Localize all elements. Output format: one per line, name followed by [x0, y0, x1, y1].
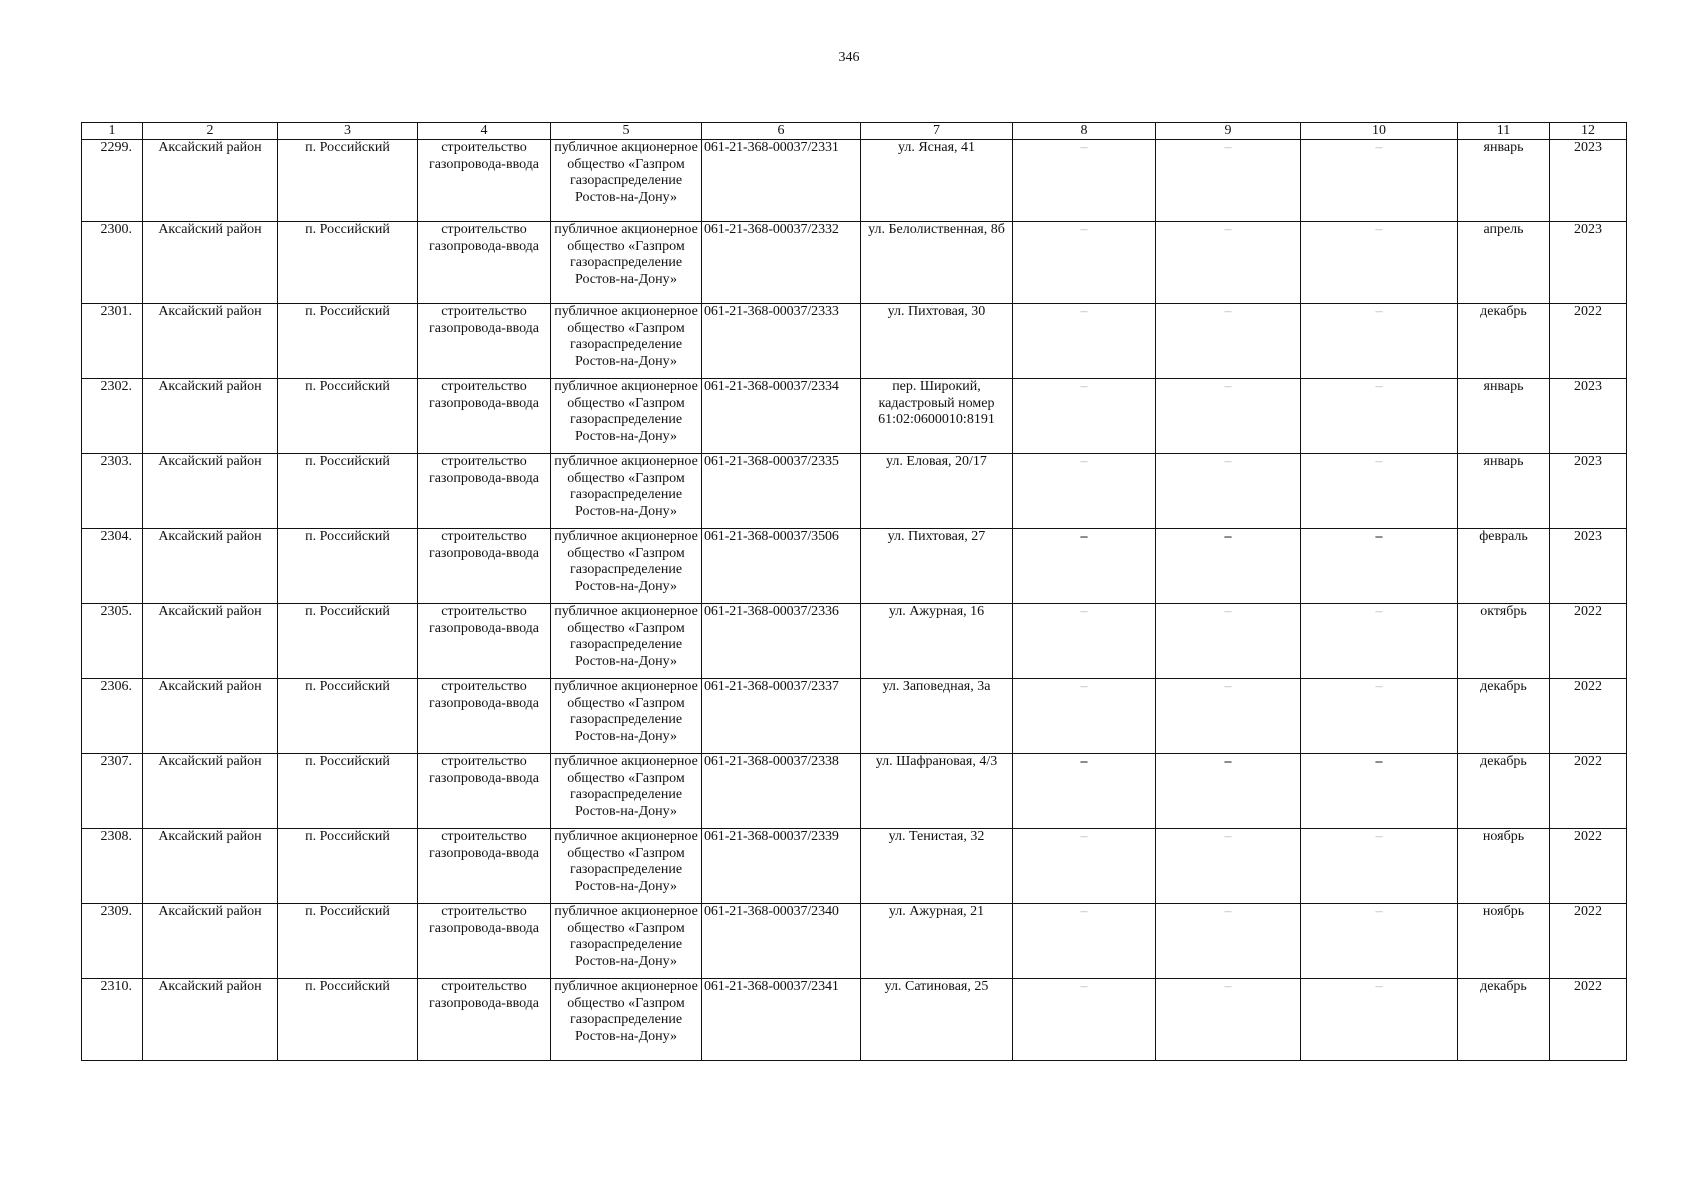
table-row [82, 604, 1627, 679]
registration-code-cell: 061-21-368-00037/2335 [702, 454, 861, 529]
work-type-cell: строительство газопровода-ввода [418, 222, 551, 304]
column-header: 4 [418, 123, 551, 140]
dash-mark: – [1224, 454, 1232, 469]
column-8-cell [1013, 829, 1156, 904]
column-10-cell [1301, 222, 1458, 304]
organization-cell: публичное акционерное общество «Газпром газораспределение Ростов-на-Дону» [551, 754, 702, 829]
dash-mark: – [1224, 754, 1232, 769]
address-cell: ул. Еловая, 20/17 [861, 454, 1013, 529]
column-header: 12 [1550, 123, 1627, 140]
column-9-cell [1156, 979, 1301, 1061]
registration-code-cell: 061-21-368-00037/2336 [702, 604, 861, 679]
district-cell: Аксайский район [143, 454, 278, 529]
work-type-cell: строительство газопровода-ввода [418, 904, 551, 979]
column-8-cell [1013, 140, 1156, 222]
settlement-cell: п. Российский [278, 222, 418, 304]
column-header: 9 [1156, 123, 1301, 140]
year-cell: 2023 [1550, 140, 1627, 222]
column-header: 10 [1301, 123, 1458, 140]
registration-code-cell: 061-21-368-00037/2337 [702, 679, 861, 754]
work-type-cell: строительство газопровода-ввода [418, 829, 551, 904]
column-8-cell [1013, 604, 1156, 679]
organization-cell: публичное акционерное общество «Газпром газораспределение Ростов-на-Дону» [551, 604, 702, 679]
settlement-cell: п. Российский [278, 679, 418, 754]
work-type-cell: строительство газопровода-ввода [418, 679, 551, 754]
settlement-cell: п. Российский [278, 904, 418, 979]
dash-mark: – [1080, 829, 1088, 844]
dash-mark: – [1375, 222, 1383, 237]
organization-cell: публичное акционерное общество «Газпром газораспределение Ростов-на-Дону» [551, 222, 702, 304]
settlement-cell: п. Российский [278, 379, 418, 454]
column-9-cell [1156, 529, 1301, 604]
column-8-cell [1013, 529, 1156, 604]
column-9-cell [1156, 754, 1301, 829]
month-cell: апрель [1458, 222, 1550, 304]
address-cell: ул. Белолиственная, 8б [861, 222, 1013, 304]
work-type-cell: строительство газопровода-ввода [418, 304, 551, 379]
organization-cell: публичное акционерное общество «Газпром газораспределение Ростов-на-Дону» [551, 979, 702, 1061]
page-number: 346 [838, 50, 860, 65]
year-cell: 2023 [1550, 454, 1627, 529]
dash-mark: – [1080, 140, 1088, 155]
year-cell: 2023 [1550, 529, 1627, 604]
dash-mark: – [1080, 979, 1088, 994]
work-type-cell: строительство газопровода-ввода [418, 604, 551, 679]
district-cell: Аксайский район [143, 529, 278, 604]
dash-mark: – [1224, 140, 1232, 155]
table-row [82, 904, 1627, 979]
organization-cell: публичное акционерное общество «Газпром газораспределение Ростов-на-Дону» [551, 454, 702, 529]
column-number-row [82, 123, 1627, 140]
registration-code-cell: 061-21-368-00037/2339 [702, 829, 861, 904]
column-10-cell [1301, 679, 1458, 754]
year-cell: 2022 [1550, 679, 1627, 754]
registration-code-cell: 061-21-368-00037/2333 [702, 304, 861, 379]
dash-mark: – [1224, 304, 1232, 319]
dash-mark: – [1224, 904, 1232, 919]
work-type-cell: строительство газопровода-ввода [418, 979, 551, 1061]
column-9-cell [1156, 454, 1301, 529]
address-cell: ул. Ясная, 41 [861, 140, 1013, 222]
column-10-cell [1301, 379, 1458, 454]
year-cell: 2022 [1550, 754, 1627, 829]
table-row [82, 679, 1627, 754]
work-type-cell: строительство газопровода-ввода [418, 454, 551, 529]
settlement-cell: п. Российский [278, 979, 418, 1061]
month-cell: январь [1458, 379, 1550, 454]
organization-cell: публичное акционерное общество «Газпром газораспределение Ростов-на-Дону» [551, 904, 702, 979]
column-10-cell [1301, 140, 1458, 222]
district-cell: Аксайский район [143, 604, 278, 679]
registration-code-cell: 061-21-368-00037/2331 [702, 140, 861, 222]
dash-mark: – [1080, 529, 1088, 544]
dash-mark: – [1224, 979, 1232, 994]
dash-mark: – [1080, 754, 1088, 769]
column-9-cell [1156, 304, 1301, 379]
table-row [82, 529, 1627, 604]
dash-mark: – [1375, 304, 1383, 319]
table-row [82, 379, 1627, 454]
column-8-cell [1013, 222, 1156, 304]
dash-mark: – [1375, 679, 1383, 694]
district-cell: Аксайский район [143, 222, 278, 304]
dash-mark: – [1375, 379, 1383, 394]
row-number-cell: 2309. [82, 904, 143, 979]
month-cell: январь [1458, 140, 1550, 222]
column-8-cell [1013, 379, 1156, 454]
dash-mark: – [1375, 754, 1383, 769]
district-cell: Аксайский район [143, 379, 278, 454]
dash-mark: – [1375, 604, 1383, 619]
year-cell: 2022 [1550, 904, 1627, 979]
district-cell: Аксайский район [143, 140, 278, 222]
dash-mark: – [1224, 679, 1232, 694]
column-9-cell [1156, 604, 1301, 679]
table-row [82, 754, 1627, 829]
column-9-cell [1156, 679, 1301, 754]
district-cell: Аксайский район [143, 754, 278, 829]
organization-cell: публичное акционерное общество «Газпром газораспределение Ростов-на-Дону» [551, 829, 702, 904]
settlement-cell: п. Российский [278, 454, 418, 529]
dash-mark: – [1375, 979, 1383, 994]
registration-code-cell: 061-21-368-00037/2332 [702, 222, 861, 304]
month-cell: октябрь [1458, 604, 1550, 679]
row-number-cell: 2302. [82, 379, 143, 454]
row-number-cell: 2299. [82, 140, 143, 222]
dash-mark: – [1224, 604, 1232, 619]
column-header: 5 [551, 123, 702, 140]
column-10-cell [1301, 604, 1458, 679]
column-8-cell [1013, 454, 1156, 529]
column-10-cell [1301, 904, 1458, 979]
settlement-cell: п. Российский [278, 140, 418, 222]
column-header: 8 [1013, 123, 1156, 140]
row-number-cell: 2310. [82, 979, 143, 1061]
year-cell: 2022 [1550, 304, 1627, 379]
address-cell: ул. Пихтовая, 30 [861, 304, 1013, 379]
column-9-cell [1156, 904, 1301, 979]
table-row [82, 222, 1627, 304]
dash-mark: – [1224, 222, 1232, 237]
dash-mark: – [1224, 529, 1232, 544]
column-8-cell [1013, 979, 1156, 1061]
column-9-cell [1156, 140, 1301, 222]
address-cell: ул. Шафрановая, 4/3 [861, 754, 1013, 829]
row-number-cell: 2305. [82, 604, 143, 679]
column-9-cell [1156, 222, 1301, 304]
organization-cell: публичное акционерное общество «Газпром газораспределение Ростов-на-Дону» [551, 379, 702, 454]
dash-mark: – [1080, 379, 1088, 394]
district-cell: Аксайский район [143, 904, 278, 979]
registration-code-cell: 061-21-368-00037/2334 [702, 379, 861, 454]
column-10-cell [1301, 529, 1458, 604]
column-header: 3 [278, 123, 418, 140]
month-cell: январь [1458, 454, 1550, 529]
column-10-cell [1301, 754, 1458, 829]
column-8-cell [1013, 304, 1156, 379]
settlement-cell: п. Российский [278, 529, 418, 604]
column-header: 1 [82, 123, 143, 140]
organization-cell: публичное акционерное общество «Газпром газораспределение Ростов-на-Дону» [551, 529, 702, 604]
dash-mark: – [1375, 140, 1383, 155]
district-cell: Аксайский район [143, 829, 278, 904]
register-table [81, 122, 1627, 1061]
month-cell: декабрь [1458, 679, 1550, 754]
year-cell: 2022 [1550, 829, 1627, 904]
dash-mark: – [1080, 304, 1088, 319]
dash-mark: – [1375, 904, 1383, 919]
address-cell: ул. Ажурная, 16 [861, 604, 1013, 679]
table-row [82, 829, 1627, 904]
work-type-cell: строительство газопровода-ввода [418, 379, 551, 454]
registration-code-cell: 061-21-368-00037/2338 [702, 754, 861, 829]
column-header: 2 [143, 123, 278, 140]
month-cell: февраль [1458, 529, 1550, 604]
settlement-cell: п. Российский [278, 754, 418, 829]
table-row [82, 979, 1627, 1061]
registration-code-cell: 061-21-368-00037/2341 [702, 979, 861, 1061]
month-cell: декабрь [1458, 304, 1550, 379]
column-8-cell [1013, 754, 1156, 829]
column-header: 7 [861, 123, 1013, 140]
column-header: 6 [702, 123, 861, 140]
row-number-cell: 2306. [82, 679, 143, 754]
column-9-cell [1156, 379, 1301, 454]
address-cell: ул. Сатиновая, 25 [861, 979, 1013, 1061]
dash-mark: – [1375, 829, 1383, 844]
column-10-cell [1301, 454, 1458, 529]
column-10-cell [1301, 979, 1458, 1061]
dash-mark: – [1080, 222, 1088, 237]
row-number-cell: 2308. [82, 829, 143, 904]
work-type-cell: строительство газопровода-ввода [418, 754, 551, 829]
row-number-cell: 2300. [82, 222, 143, 304]
organization-cell: публичное акционерное общество «Газпром газораспределение Ростов-на-Дону» [551, 304, 702, 379]
year-cell: 2023 [1550, 379, 1627, 454]
year-cell: 2022 [1550, 604, 1627, 679]
month-cell: декабрь [1458, 979, 1550, 1061]
table-row [82, 140, 1627, 222]
column-10-cell [1301, 304, 1458, 379]
month-cell: ноябрь [1458, 904, 1550, 979]
year-cell: 2022 [1550, 979, 1627, 1061]
organization-cell: публичное акционерное общество «Газпром газораспределение Ростов-на-Дону» [551, 140, 702, 222]
table-row [82, 304, 1627, 379]
settlement-cell: п. Российский [278, 304, 418, 379]
dash-mark: – [1080, 679, 1088, 694]
district-cell: Аксайский район [143, 679, 278, 754]
organization-cell: публичное акционерное общество «Газпром газораспределение Ростов-на-Дону» [551, 679, 702, 754]
table-row [82, 454, 1627, 529]
dash-mark: – [1080, 454, 1088, 469]
registration-code-cell: 061-21-368-00037/2340 [702, 904, 861, 979]
column-8-cell [1013, 679, 1156, 754]
row-number-cell: 2304. [82, 529, 143, 604]
address-cell: ул. Тенистая, 32 [861, 829, 1013, 904]
dash-mark: – [1224, 379, 1232, 394]
month-cell: декабрь [1458, 754, 1550, 829]
column-10-cell [1301, 829, 1458, 904]
address-cell: ул. Заповедная, 3а [861, 679, 1013, 754]
year-cell: 2023 [1550, 222, 1627, 304]
dash-mark: – [1080, 904, 1088, 919]
table-body [82, 140, 1627, 1061]
column-8-cell [1013, 904, 1156, 979]
dash-mark: – [1080, 604, 1088, 619]
column-header: 11 [1458, 123, 1550, 140]
column-9-cell [1156, 829, 1301, 904]
row-number-cell: 2303. [82, 454, 143, 529]
row-number-cell: 2307. [82, 754, 143, 829]
address-cell: ул. Пихтовая, 27 [861, 529, 1013, 604]
address-cell: ул. Ажурная, 21 [861, 904, 1013, 979]
dash-mark: – [1224, 829, 1232, 844]
settlement-cell: п. Российский [278, 604, 418, 679]
district-cell: Аксайский район [143, 979, 278, 1061]
registration-code-cell: 061-21-368-00037/3506 [702, 529, 861, 604]
row-number-cell: 2301. [82, 304, 143, 379]
month-cell: ноябрь [1458, 829, 1550, 904]
dash-mark: – [1375, 454, 1383, 469]
work-type-cell: строительство газопровода-ввода [418, 140, 551, 222]
district-cell: Аксайский район [143, 304, 278, 379]
dash-mark: – [1375, 529, 1383, 544]
address-cell: пер. Широкий, кадастровый номер 61:02:0600010:8191 [861, 379, 1013, 454]
work-type-cell: строительство газопровода-ввода [418, 529, 551, 604]
settlement-cell: п. Российский [278, 829, 418, 904]
